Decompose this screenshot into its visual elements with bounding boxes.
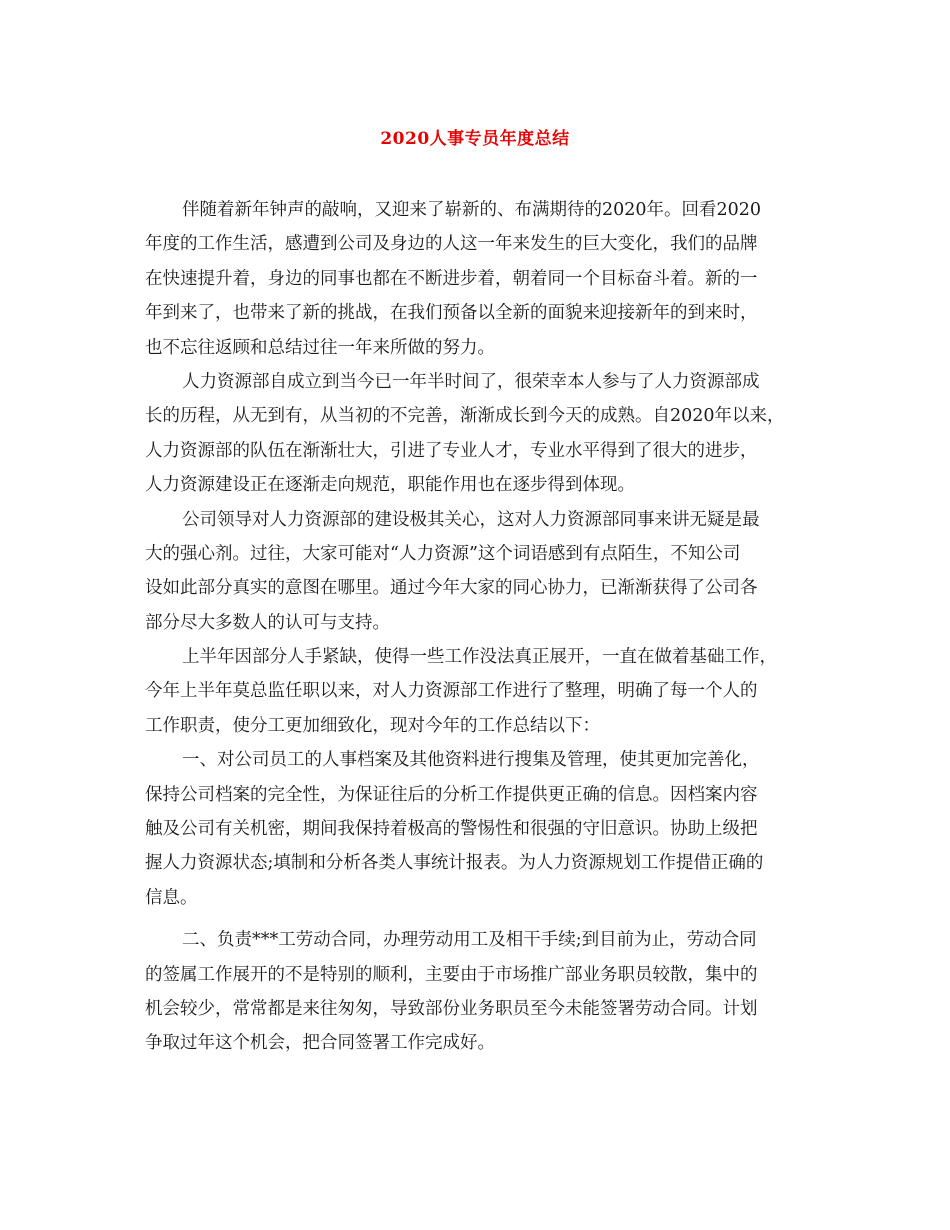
paragraph-line: 年度的工作生活，感遭到公司及身边的人这一年来发生的巨大变化，我们的品牌 (145, 234, 758, 255)
paragraph-line: 长的历程，从无到有，从当初的不完善，渐渐成长到今天的成熟。自2020年以来， (145, 406, 785, 427)
paragraph-line: 部分尽大多数人的认可与支持。 (145, 612, 390, 633)
paragraph-line: 今年上半年莫总监任职以来，对人力资源部工作进行了整理，明确了每一个人的 (145, 681, 758, 702)
paragraph-line: 人力资源部的队伍在渐渐壮大，引进了专业人才，专业水平得到了很大的进步， (145, 440, 758, 461)
paragraph-line: 也不忘往返顾和总结过往一年来所做的努力。 (145, 337, 495, 358)
paragraph-line: 年到来了，也带来了新的挑战，在我们预备以全新的面貌来迎接新年的到来时， (145, 303, 758, 324)
document-title: 2020人事专员年度总结 (380, 129, 570, 149)
paragraph-line: 大的强心剂。过往，大家可能对“人力资源”这个词语感到有点陌生，不知公司 (145, 543, 741, 564)
paragraph-line: 人力资源部自成立到当今已一年半时间了，很荣幸本人参与了人力资源部成 (182, 371, 760, 392)
paragraph-line: 伴随着新年钟声的敲响，又迎来了崭新的、布满期待的2020年。回看2020 (182, 200, 762, 220)
paragraph-line: 公司领导对人力资源部的建设极其关心，这对人力资源部同事来讲无疑是最 (182, 509, 760, 530)
paragraph-line: 人力资源建设正在逐渐走向规范，职能作用也在逐步得到体现。 (145, 475, 635, 496)
paragraph-line: 信息。 (145, 887, 198, 908)
paragraph-line: 上半年因部分人手紧缺，使得一些工作没法真正展开，一直在做着基础工作， (182, 647, 777, 668)
paragraph-line: 工作职责，使分工更加细致化，现对今年的工作总结以下： (145, 715, 600, 736)
paragraph-line: 二、负责***工劳动合同，办理劳动用工及相干手续;到目前为止，劳动合同 (182, 930, 757, 951)
paragraph-line: 触及公司有关机密，期间我保持着极高的警惕性和很强的守旧意识。协助上级把 (145, 819, 758, 840)
paragraph-line: 一、对公司员工的人事档案及其他资料进行搜集及管理，使其更加完善化， (182, 750, 760, 771)
paragraph-line: 的签属工作展开的不是特别的顺利，主要由于市场推广部业务职员较散，集中的 (145, 964, 758, 985)
paragraph-line: 在快速提升着，身边的同事也都在不断进步着，朝着同一个目标奋斗着。新的一 (145, 268, 758, 289)
paragraph-line: 争取过年这个机会，把合同签署工作完成好。 (145, 1033, 495, 1054)
paragraph-line: 握人力资源状态;填制和分析各类人事统计报表。为人力资源规划工作提借正确的 (145, 853, 764, 874)
paragraph-line: 机会较少，常常都是来往匆匆，导致部份业务职员至今未能签署劳动合同。计划 (145, 998, 758, 1019)
document-body (145, 193, 815, 1061)
paragraph-line: 保持公司档案的完全性，为保证往后的分析工作提供更正确的信息。因档案内容 (145, 784, 758, 805)
paragraph-line: 设如此部分真实的意图在哪里。通过今年大家的同心协力，已渐渐获得了公司各 (145, 578, 758, 599)
